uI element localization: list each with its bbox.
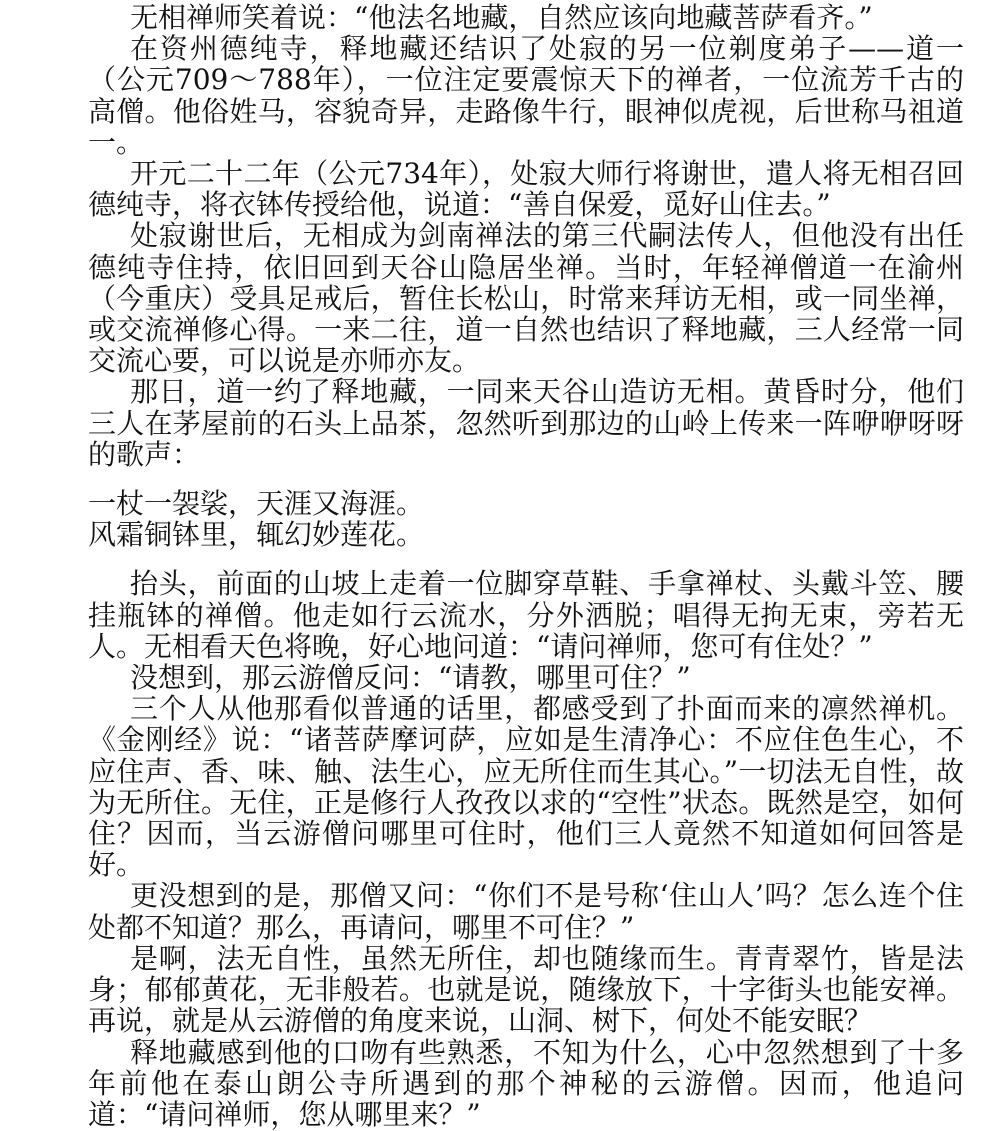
poem-block (88, 488, 964, 550)
poem-line: 风霜铜钵里，辄幻妙莲花。 (88, 518, 425, 552)
poem-line: 一杖一袈裟，天涯又海涯。 (88, 487, 425, 521)
paragraph: 在资州德纯寺，释地藏还结识了处寂的另一位剃度弟子——道一（公元709～788年），一位注定要震惊天下的禅者，一位流芳千古的高僧。他俗姓马，容貌奇异，走路像牛行，眼神似虎视，后世称马祖道一。 (88, 32, 964, 159)
paragraph: 抬头，前面的山坡上走着一位脚穿草鞋、手拿禅杖、头戴斗笠、腰挂瓶钵的禅僧。他走如行云流水，分外洒脱；唱得无拘无束，旁若无人。无相看天色将晚，好心地问道：“请问禅师，您可有住处？” (88, 567, 964, 663)
paragraph: 更没想到的是，那僧又问：“你们不是号称‘住山人’吗？怎么连个住处都不知道？那么，再请问，哪里不可住？” (88, 879, 964, 944)
paragraph: 是啊，法无自性，虽然无所住，却也随缘而生。青青翠竹，皆是法身；郁郁黄花，无非般若。也就是说，随缘放下，十字街头也能安禅。再说，就是从云游僧的角度来说，山洞、树下，何处不能安眠？ (88, 941, 964, 1038)
paragraph: 处寂谢世后，无相成为剑南禅法的第三代嗣法传人，但他没有出任德纯寺住持，依旧回到天谷山隐居坐禅。当时，年轻禅僧道一在渝州（今重庆）受具足戒后，暂住长松山，时常来拜访无相，或一同坐禅，或交流禅修心得。一来二往，道一自然也结识了释地藏，三人经常一同交流心要，可以说是亦师亦友。 (88, 219, 964, 378)
paragraph: 那日，道一约了释地藏，一同来天谷山造访无相。黄昏时分，他们三人在茅屋前的石头上品茶，忽然听到那边的山岭上传来一阵咿咿呀呀的歌声： (88, 375, 964, 471)
paragraph: 无相禅师笑着说：“他法名地藏，自然应该向地藏菩萨看齐。” (130, 1, 873, 34)
paragraph: 没想到，那云游僧反问：“请教，哪里可住？” (130, 661, 691, 695)
paragraph: 释地藏感到他的口吻有些熟悉，不知为什么，心中忽然想到了十多年前他在泰山朗公寺所遇到的那个神秘的云游僧。因而，他追问道：“请问禅师，您从哪里来？” (88, 1035, 964, 1131)
paragraph: 开元二十二年（公元734年），处寂大师行将谢世，遣人将无相召回德纯寺，将衣钵传授给他，说道：“善自保爱，觅好山住去。” (88, 157, 964, 222)
paragraph: 三个人从他那看似普通的话里，都感受到了扑面而来的凛然禅机。《金刚经》说：“诸菩萨摩诃萨，应如是生清净心：不应住色生心，不应住声、香、味、触、法生心，应无所住而生其心。”一切法无自性，故为无所住。无住，正是修行人孜孜以求的“空性”状态。既然是空，如何住？因而，当云游僧问哪里可住时，他们三人竟然不知道如何回答是好。 (88, 692, 964, 882)
